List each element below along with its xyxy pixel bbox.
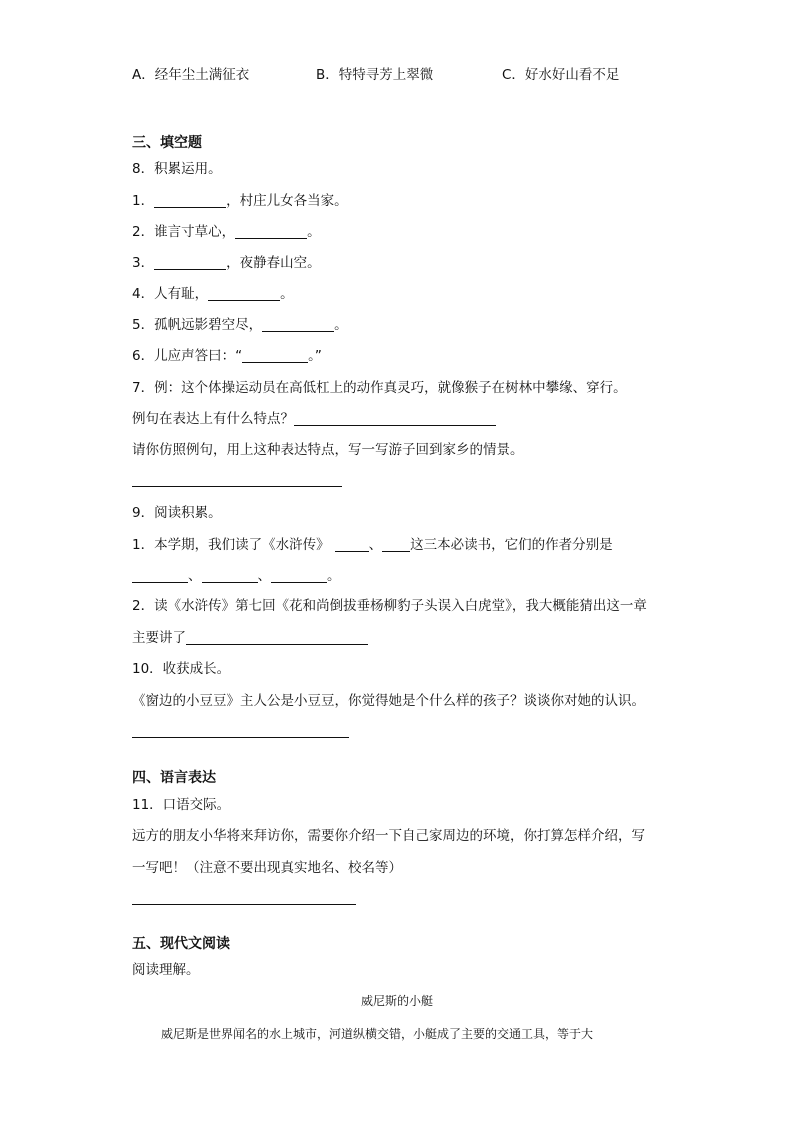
item-5-suffix: 。 xyxy=(334,317,348,333)
separator: 、 xyxy=(368,537,383,553)
blank[interactable] xyxy=(262,317,334,332)
question-9-1 xyxy=(132,536,613,554)
item-6 xyxy=(132,347,322,365)
item-7-question-2: 请你仿照例句，用上这种表达特点，写一写游子回到家乡的情景。 xyxy=(132,442,524,458)
answer-line[interactable] xyxy=(294,411,496,426)
blank[interactable] xyxy=(235,224,307,239)
item-6-prefix: 6．儿应声答曰：“ xyxy=(132,348,243,364)
blank[interactable] xyxy=(242,348,308,363)
question-9-2-cont xyxy=(132,629,368,647)
blank[interactable] xyxy=(271,568,327,583)
item-6-suffix: 。” xyxy=(308,348,322,364)
answer-line[interactable] xyxy=(186,630,368,645)
question-8: 8．积累运用。 xyxy=(132,161,222,177)
item-4-suffix: 。 xyxy=(280,286,294,302)
item-7: 7．例：这个体操运动员在高低杠上的动作真灵巧，就像猴子在树林中攀缘、穿行。 xyxy=(132,380,627,396)
answer-line[interactable] xyxy=(132,737,349,738)
blank[interactable] xyxy=(132,568,188,583)
item-1-prefix: 1． xyxy=(132,193,155,209)
blank[interactable] xyxy=(335,537,369,552)
answer-line[interactable] xyxy=(132,904,356,905)
item-1 xyxy=(132,192,348,210)
question-9-1-text: 1．本学期，我们读了《水浒传》 xyxy=(132,537,330,553)
item-4 xyxy=(132,285,294,303)
question-9-2: 2．读《水浒传》第七回《花和尚倒拔垂杨柳豹子头误入白虎堂》，我大概能猜出这一章 xyxy=(132,598,647,614)
separator: 、 xyxy=(188,568,202,584)
question-9-authors xyxy=(132,567,341,585)
question-10-text: 《窗边的小豆豆》主人公是小豆豆，你觉得她是个什么样的孩子？谈谈你对她的认识。 xyxy=(132,693,645,709)
item-1-suffix: ，村庄儿女各当家。 xyxy=(226,193,348,209)
question-11: 11．口语交际。 xyxy=(132,797,231,813)
item-2-prefix: 2．谁言寸草心， xyxy=(132,224,236,240)
item-3-prefix: 3． xyxy=(132,255,155,271)
section-3-title: 三、填空题 xyxy=(132,135,202,151)
passage-line-1: 威尼斯是世界闻名的水上城市，河道纵横交错，小艇成了主要的交通工具，等于大 xyxy=(161,1027,594,1041)
question-9-1-text-2: 这三本必读书，它们的作者分别是 xyxy=(410,537,613,553)
item-2-suffix: 。 xyxy=(307,224,321,240)
option-a: A．经年尘土满征衣 xyxy=(132,67,250,83)
option-c: C．好水好山看不足 xyxy=(502,67,620,83)
question-9: 9．阅读积累。 xyxy=(132,505,222,521)
blank[interactable] xyxy=(154,255,226,270)
item-7-question-1-text: 例句在表达上有什么特点？ xyxy=(132,411,294,427)
reading-intro: 阅读理解。 xyxy=(132,962,200,978)
item-2 xyxy=(132,223,321,241)
item-5 xyxy=(132,316,348,334)
passage-title: 威尼斯的小艇 xyxy=(360,994,433,1008)
item-5-prefix: 5．孤帆远影碧空尽， xyxy=(132,317,263,333)
item-3 xyxy=(132,254,321,272)
item-3-suffix: ，夜静春山空。 xyxy=(226,255,321,271)
option-b: B．特特寻芳上翠微 xyxy=(316,67,434,83)
blank[interactable] xyxy=(202,568,258,583)
separator: 、 xyxy=(257,568,271,584)
blank[interactable] xyxy=(154,193,226,208)
question-10: 10．收获成长。 xyxy=(132,661,231,677)
section-4-title: 四、语言表达 xyxy=(132,770,216,786)
answer-line[interactable] xyxy=(132,486,342,487)
question-11-line-2: 一写吧！（注意不要出现真实地名、校名等） xyxy=(132,860,402,876)
question-9-2-text: 主要讲了 xyxy=(132,630,186,646)
item-4-prefix: 4．人有耻， xyxy=(132,286,209,302)
section-5-title: 五、现代文阅读 xyxy=(132,936,230,952)
blank[interactable] xyxy=(208,286,280,301)
item-7-question-1 xyxy=(132,410,496,428)
question-11-line-1: 远方的朋友小华将来拜访你，需要你介绍一下自己家周边的环境，你打算怎样介绍，写 xyxy=(132,828,645,844)
blank[interactable] xyxy=(382,537,410,552)
period: 。 xyxy=(327,568,341,584)
